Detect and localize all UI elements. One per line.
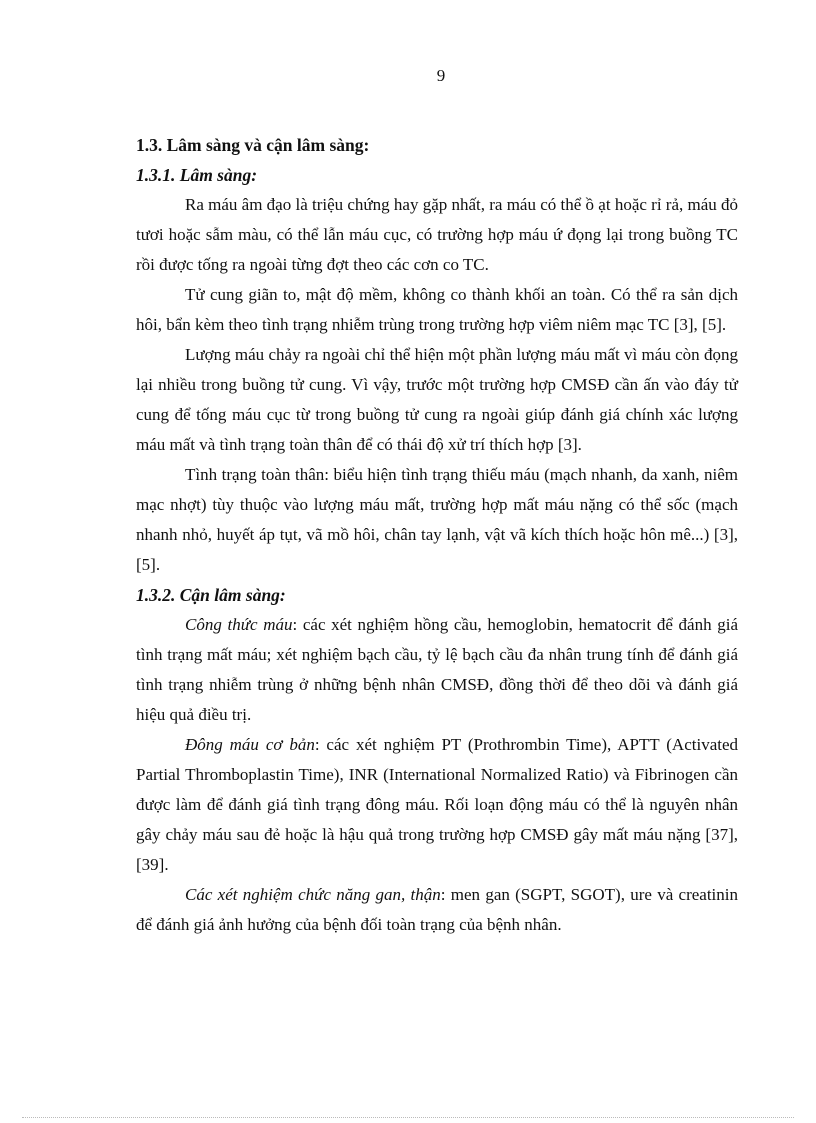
paraclinical-heading: 1.3.2. Cận lâm sàng: <box>136 585 286 605</box>
paraclinical-paragraph-coagulation <box>136 730 738 880</box>
page-content <box>136 130 738 940</box>
clinical-paragraph: Tình trạng toàn thân: biểu hiện tình trạng thiếu máu (mạch nhanh, da xanh, niêm mạc nhợt) tùy thuộc vào lượng máu mất, trường hợp mất máu nặng có thể sốc (mạch nhanh nhỏ, huyết áp tụt, vã mồ hôi, chân tay lạnh, vật vã kích thích hoặc hôn mê...) [3], [5]. <box>136 465 738 574</box>
paragraph-lead-term: Đông máu cơ bản <box>185 735 315 754</box>
paraclinical-paragraph-blood-count <box>136 610 738 730</box>
clinical-paragraph: Tử cung giãn to, mật độ mềm, không co thành khối an toàn. Có thể ra sản dịch hôi, bẩn kèm theo tình trạng nhiễm trùng trong trường hợp viêm niêm mạc TC [3], [5]. <box>136 285 738 334</box>
paragraph-body: : các xét nghiệm hồng cầu, hemoglobin, hematocrit để đánh giá tình trạng mất máu; xét nghiệm bạch cầu, tỷ lệ bạch cầu đa nhân trung tính để đánh giá tình trạng nhiễm trùng ở những bệnh nhân CMSĐ, đồng thời để theo dõi và đánh giá hiệu quả điều trị. <box>136 615 738 724</box>
clinical-paragraph: Lượng máu chảy ra ngoài chỉ thể hiện một phần lượng máu mất vì máu còn đọng lại nhiều trong buồng tử cung. Vì vậy, trước một trường hợp CMSĐ cần ấn vào đáy tử cung để tống máu cục từ trong buồng tử cung ra ngoài giúp đánh giá chính xác lượng máu mất và tình trạng toàn thân để có thái độ xử trí thích hợp [3]. <box>136 345 738 454</box>
clinical-paragraph: Ra máu âm đạo là triệu chứng hay gặp nhất, ra máu có thể ồ ạt hoặc rỉ rả, máu đỏ tươi hoặc sẫm màu, có thể lẫn máu cục, có trường hợp máu ứ đọng lại trong buồng TC rồi được tống ra ngoài từng đợt theo các cơn co TC. <box>136 195 739 274</box>
paragraph-body: : các xét nghiệm PT (Prothrombin Time), APTT (Activated Partial Thromboplastin Time), INR (International Normalized Ratio) và Fibrinogen cần được làm để đánh giá tình trạng đông máu. Rối loạn động máu có thể là nguyên nhân gây chảy máu sau đẻ hoặc là hậu quả trong trường hợp CMSĐ gây mất máu nặng [37], [39]. <box>136 735 739 874</box>
footer-divider <box>22 1117 794 1118</box>
clinical-heading: 1.3.1. Lâm sàng: <box>136 165 258 185</box>
section-heading: 1.3. Lâm sàng và cận lâm sàng: <box>136 135 370 155</box>
paraclinical-paragraph-liver-kidney <box>136 880 738 940</box>
paragraph-lead-term: Công thức máu <box>185 615 293 634</box>
paragraph-body: : men gan (SGPT, SGOT), ure và creatinin để đánh giá ảnh hưởng của bệnh đối toàn trạng của bệnh nhân. <box>136 885 738 934</box>
page-number: 9 <box>436 66 446 85</box>
paragraph-lead-term: Các xét nghiệm chức năng gan, thận <box>185 885 441 904</box>
